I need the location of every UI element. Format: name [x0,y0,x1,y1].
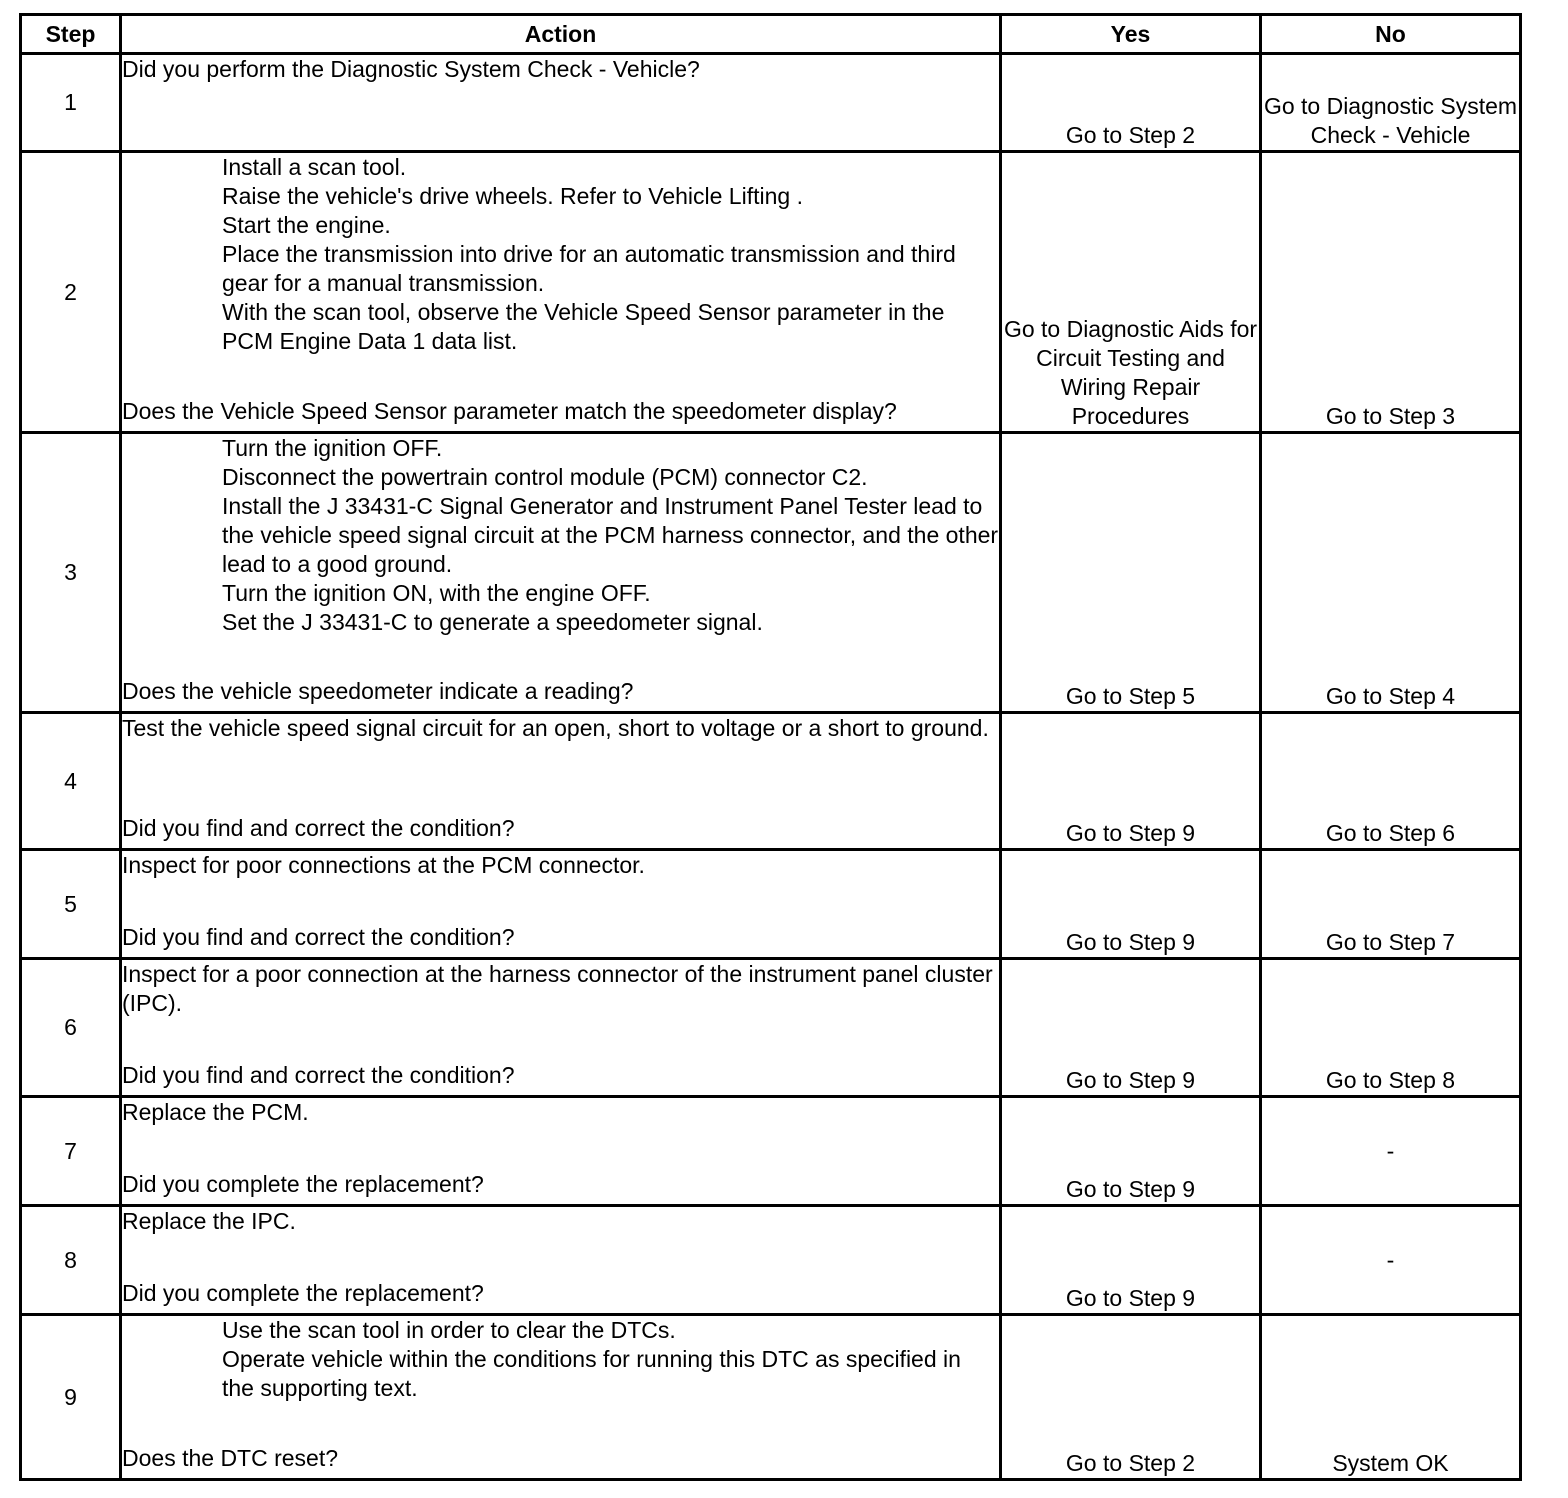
action-cell [121,152,1001,433]
action-cell [121,713,1001,850]
action-text: Replace the IPC. [122,1208,296,1234]
diagnostic-table [19,13,1522,1481]
action-cell [121,1315,1001,1480]
table-row [21,850,1521,959]
action-question: Did you find and correct the condition? [122,815,515,841]
step-number: 1 [21,54,121,152]
yes-result: Go to Step 9 [1001,713,1261,850]
yes-result: Go to Diagnostic Aids for Circuit Testing and Wiring Repair Procedures [1001,152,1261,433]
no-result: Go to Step 6 [1261,713,1521,850]
action-cell [121,54,1001,152]
step-number: 2 [21,152,121,433]
substep-item: Install a scan tool. [222,154,407,180]
action-text: Did you perform the Diagnostic System Check - Vehicle? [122,56,700,82]
header-yes: Yes [1001,15,1261,54]
action-question: Did you complete the replacement? [122,1280,484,1306]
table-row [21,433,1521,713]
action-content [122,1098,999,1199]
no-result: - [1261,1206,1521,1315]
action-top [122,1098,999,1127]
substep-item: Turn the ignition OFF. [222,435,443,461]
action-content [122,1316,999,1473]
step-number: 3 [21,433,121,713]
no-result: System OK [1261,1315,1521,1480]
action-top [122,153,999,356]
action-question: Did you find and correct the condition? [122,924,515,950]
action-top [122,1207,999,1236]
action-cell [121,1206,1001,1315]
action-cell [121,433,1001,713]
step-number: 7 [21,1097,121,1206]
substep-item: Disconnect the powertrain control module (PCM) connector C2. [222,464,868,490]
action-cell [121,1097,1001,1206]
no-result: Go to Step 7 [1261,850,1521,959]
action-question: Did you find and correct the condition? [122,1062,515,1088]
substep-list [122,1316,999,1403]
yes-result: Go to Step 9 [1001,1206,1261,1315]
substep-item: Operate vehicle within the conditions for running this DTC as specified in the supporting text. [222,1346,961,1401]
yes-result: Go to Step 9 [1001,959,1261,1097]
step-number: 4 [21,713,121,850]
action-text: Inspect for a poor connection at the harness connector of the instrument panel cluster (IPC). [122,961,993,1016]
yes-result: Go to Step 9 [1001,850,1261,959]
substep-item: Install the J 33431-C Signal Generator and Instrument Panel Tester lead to the vehicle speed signal circuit at the PCM harness connector, and the other lead to a good ground. [222,493,999,577]
substep-list [122,153,999,356]
action-content [122,434,999,706]
action-question: Does the DTC reset? [122,1445,339,1471]
table-row [21,152,1521,433]
table-body [21,54,1521,1480]
substep-list [122,434,999,637]
action-top [122,55,999,84]
action-text: Test the vehicle speed signal circuit for an open, short to voltage or a short to ground. [122,715,989,741]
header-action: Action [121,15,1001,54]
substep-item: Start the engine. [222,212,391,238]
no-result: Go to Step 3 [1261,152,1521,433]
table-row [21,713,1521,850]
substep-item: Turn the ignition ON, with the engine OFF. [222,580,651,606]
step-number: 9 [21,1315,121,1480]
substep-item: Place the transmission into drive for an automatic transmission and third gear for a manual transmission. [222,241,956,296]
action-text: Inspect for poor connections at the PCM connector. [122,852,645,878]
header-row [21,15,1521,54]
yes-result: Go to Step 9 [1001,1097,1261,1206]
table-row [21,1315,1521,1480]
table-row [21,959,1521,1097]
action-top [122,1316,999,1403]
action-question: Did you complete the replacement? [122,1171,484,1197]
step-number: 5 [21,850,121,959]
action-top [122,960,999,1018]
table-row [21,54,1521,152]
action-question: Does the Vehicle Speed Sensor parameter match the speedometer display? [122,398,897,424]
step-number: 8 [21,1206,121,1315]
substep-item: Raise the vehicle's drive wheels. Refer to Vehicle Lifting . [222,183,803,209]
action-cell [121,850,1001,959]
action-content [122,55,999,145]
action-text: Replace the PCM. [122,1099,309,1125]
action-content [122,1207,999,1308]
action-question: Does the vehicle speedometer indicate a reading? [122,678,634,704]
action-top [122,851,999,880]
substep-item: Set the J 33431-C to generate a speedometer signal. [222,609,763,635]
no-result: - [1261,1097,1521,1206]
action-top [122,434,999,637]
header-step: Step [21,15,121,54]
header-no: No [1261,15,1521,54]
no-result: Go to Step 8 [1261,959,1521,1097]
action-content [122,960,999,1090]
step-number: 6 [21,959,121,1097]
yes-result: Go to Step 5 [1001,433,1261,713]
substep-item: Use the scan tool in order to clear the DTCs. [222,1317,676,1343]
no-result: Go to Step 4 [1261,433,1521,713]
yes-result: Go to Step 2 [1001,1315,1261,1480]
table-row [21,1097,1521,1206]
substep-item: With the scan tool, observe the Vehicle Speed Sensor parameter in the PCM Engine Data 1 data list. [222,299,945,354]
table-row [21,1206,1521,1315]
action-content [122,714,999,843]
no-result: Go to Diagnostic System Check - Vehicle [1261,54,1521,152]
action-content [122,851,999,952]
action-top [122,714,999,743]
action-cell [121,959,1001,1097]
yes-result: Go to Step 2 [1001,54,1261,152]
action-content [122,153,999,426]
